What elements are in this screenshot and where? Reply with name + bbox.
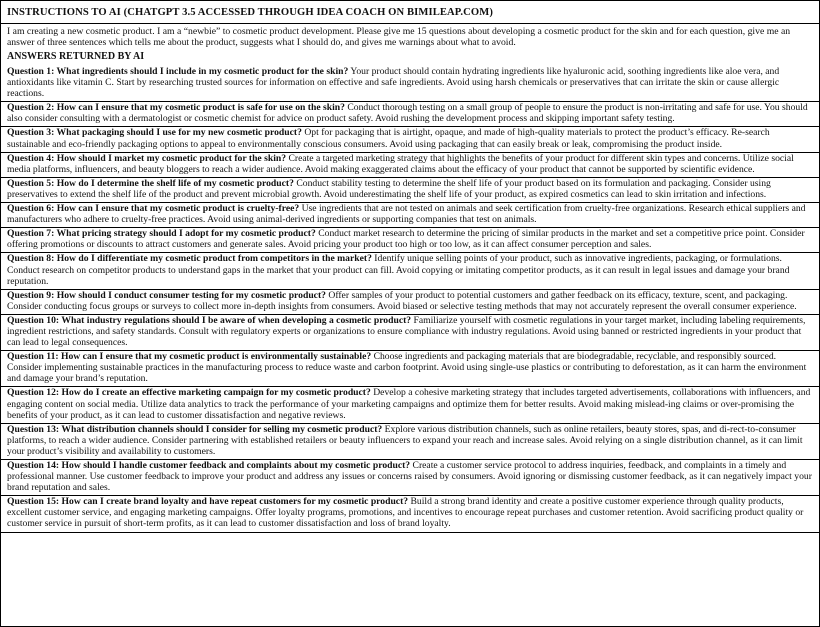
answer-text: Create a customer service protocol to address inquiries, feedback, and complaints in a timely and professional manner. Use customer feedback to improve your product and address any issues or concerns raised by consumers. Avoid ignoring or dismissing customer feedback, as it can negatively impact your brand reputation and sales. (7, 460, 812, 494)
qa-item (1, 424, 819, 460)
intro-text: I am creating a new cosmetic product. I am a “newbie” to cosmetic product development. Please give me 15 questions about developing a cosmetic product for the skin and for each question, give me an answer of three sentences which tells me about the product, suggests what I should do, and gives me warnings about what to avoid. (7, 26, 791, 48)
answer-text: Use ingredients that are not tested on animals and seek certification from cruelty-free organizations. Research ethical suppliers and manufacturers who adhere to cruelty-free practices. Avoid using animal-derived ingredients or supporting companies that test on animals. (7, 203, 806, 226)
answer-text: Offer samples of your product to potential customers and gather feedback on its efficacy, texture, scent, and packaging. Consider conducting focus groups or surveys to collect more in-depth insights from consumers. Avoid biased or selective testing methods that may not accurately represent the overall consumer experience. (7, 289, 797, 312)
question-text: Question 3: What packaging should I use for my new cosmetic product? (7, 127, 302, 139)
question-text: Question 11: How can I ensure that my cosmetic product is environmentally sustainable? (7, 351, 372, 363)
answer-text: Opt for packaging that is airtight, opaque, and made of high-quality materials to protect the product’s efficacy. Re-search sustainable and eco-friendly packaging options to appeal to environmentally conscious consumers. Avoid using packaging that can easily break or leak, compromising the product inside. (7, 127, 770, 150)
question-text: Question 4: How should I market my cosmetic product for the skin? (7, 152, 287, 164)
answer-text: Identify unique selling points of your product, such as innovative ingredients, packaging, or formulations. Conduct research on competitor products to understand gaps in the market that your product can fill. Avoid copying or imitating competitor products, as it can result in legal issues and damage your brand reputation. (7, 253, 790, 287)
qa-item (1, 496, 819, 531)
question-text: Question 7: What pricing strategy should I adopt for my cosmetic product? (7, 228, 316, 240)
answer-text: Explore various distribution channels, such as online retailers, beauty stores, spas, and di-rect-to-consumer platforms, to reach a wider audience. Consider partnering with established retailers or beauty influencers to expand your reach and increase sales. Avoid relying on a single distribution channel, as it can limit your product’s visibility and availability to customers. (7, 423, 803, 457)
question-text: Question 12: How do I create an effective marketing campaign for my cosmetic product? (7, 387, 371, 399)
qa-item (1, 102, 819, 127)
qa-item (1, 153, 819, 178)
question-text: Question 8: How do I differentiate my cosmetic product from competitors in the market? (7, 253, 372, 265)
qa-item (1, 253, 819, 289)
qa-item (1, 351, 819, 387)
question-text: Question 13: What distribution channels should I consider for selling my cosmetic product? (7, 423, 383, 435)
qa-item (1, 203, 819, 228)
answers-header: ANSWERS RETURNED BY AI (7, 51, 145, 62)
question-text: Question 5: How do I determine the shelf life of my cosmetic product? (7, 177, 294, 189)
qa-item (1, 127, 819, 152)
answer-text: Choose ingredients and packaging materials that are biodegradable, recyclable, and responsibly sourced. Consider implementing sustainable practices in the manufacturing process to reduce waste and carbon footprint. Avoid using single-use plastics or contributing to deforestation, as it can harm the environment and damage your brand’s reputation. (7, 351, 807, 385)
qa-item (1, 290, 819, 315)
instructions-header: INSTRUCTIONS TO AI (CHATGPT 3.5 ACCESSED THROUGH IDEA COACH ON BIMILEAP.COM) (1, 1, 819, 24)
question-text: Question 1: What ingredients should I include in my cosmetic product for the skin? (7, 66, 349, 77)
answer-text: Build a strong brand identity and create a positive customer experience through quality products, excellent customer service, and engaging marketing campaigns. Offer loyalty programs, promotions, and incentives to encourage repeat purchases and customer retention. Avoid sacrificing product quality or customer service in pursuit of short-term profits, as it can lead to customer dissatisfaction and loss of brand loyalty. (7, 496, 804, 530)
answer-text: Conduct market research to determine the pricing of similar products in the market and set a competitive price point. Consider offering promotions or discounts to attract customers and generate sales. Avoid pricing your product too high or too low, as it can affect consumer perception and sales. (7, 228, 805, 251)
qa-item (1, 460, 819, 496)
qa-item (1, 228, 819, 253)
question-text: Question 10: What industry regulations should I be aware of when developing a cosmetic product? (7, 314, 412, 326)
intro-section (1, 24, 819, 533)
qa-item (1, 178, 819, 203)
qa-item (1, 63, 819, 102)
qa-item (1, 315, 819, 351)
question-text: Question 2: How can I ensure that my cosmetic product is safe for use on the skin? (7, 102, 345, 114)
answer-text: Conduct thorough testing on a small group of people to ensure the product is non-irritating and safe for use. You should also consider consulting with a dermatologist or cosmetic chemist for advice on product safety. Avoid rushing the development process and skipping important safety testing. (7, 102, 808, 125)
answer-text: Develop a cohesive marketing strategy that includes targeted advertisements, collaborations with influencers, and engaging content on social media. Utilize data analytics to track the performance of your marketing campaigns and optimize them for better results. Avoid making mislead-ing claims or over-promising the benefits of your product, as it can lead to customer dissatisfaction and negative reviews. (7, 387, 811, 421)
question-text: Question 14: How should I handle customer feedback and complaints about my cosmetic product? (7, 460, 411, 471)
question-text: Question 9: How should I conduct consumer testing for my cosmetic product? (7, 289, 326, 301)
question-text: Question 15: How can I create brand loyalty and have repeat customers for my cosmetic product? (7, 496, 409, 508)
qa-item (1, 387, 819, 423)
answer-text: Conduct stability testing to determine the shelf life of your product based on its formulation and packaging. Consider using preservatives to extend the shelf life of the product and prevent microbial growth. Avoid underestimating the shelf life of your product, as expired cosmetics can lead to skin irritation and infections. (7, 177, 771, 200)
answers-list (1, 63, 819, 532)
answer-text: Create a targeted marketing strategy that highlights the benefits of your product for different skin types and concerns. Utilize social media platforms, influencers, and beauty bloggers to reach a wider audience. Avoid making exaggerated claims about the efficacy of your product that cannot be supported by scientific evidence. (7, 152, 794, 175)
answer-text: Your product should contain hydrating ingredients like hyaluronic acid, soothing ingredients like aloe vera, and antioxidants like vitamin C. Start by researching trusted sources for information on effective and safe ingredients. Avoid using harsh chemicals or preservatives that can irritate the skin or cause allergic reactions. (7, 66, 780, 100)
question-text: Question 6: How can I ensure that my cosmetic product is cruelty-free? (7, 203, 300, 215)
answer-text: Familiarize yourself with cosmetic regulations in your target market, including labeling requirements, ingredient restrictions, and safety standards. Consult with regulatory experts or organizations to ensure compliance with industry regulations. Avoid using banned or restricted ingredients in your product that can lead to legal consequences. (7, 314, 806, 349)
